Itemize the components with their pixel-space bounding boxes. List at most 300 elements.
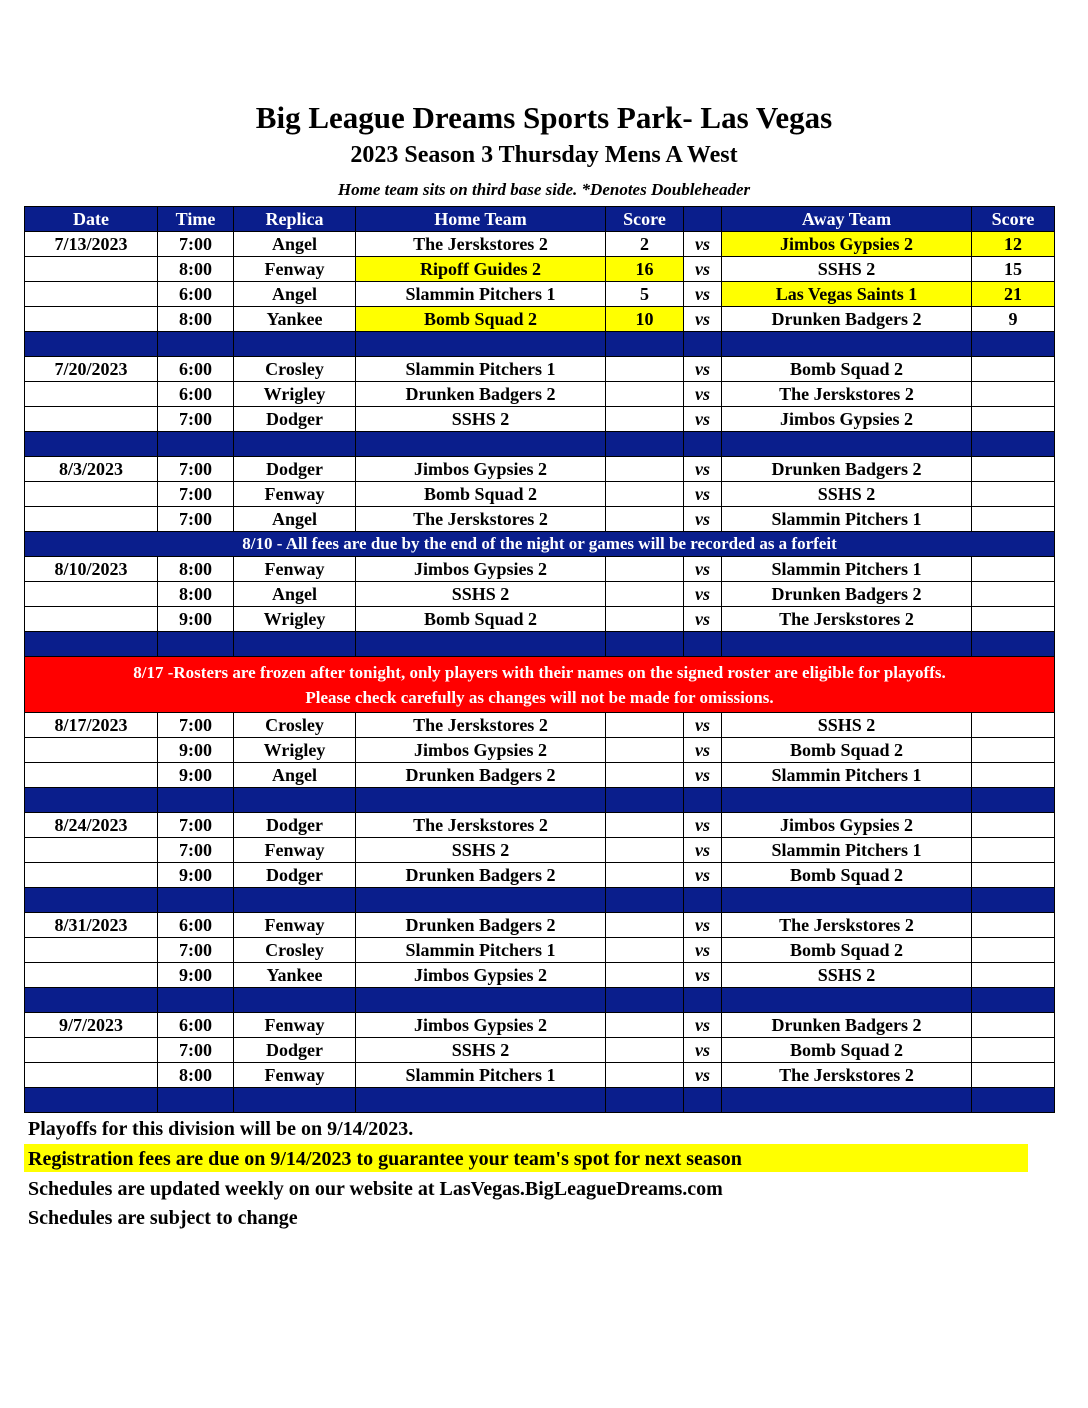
game-time: 8:00 [158, 557, 234, 582]
away-score [972, 938, 1055, 963]
home-team: The Jerskstores 2 [356, 813, 606, 838]
home-score [606, 507, 684, 532]
divider-cell [684, 788, 722, 813]
divider-cell [234, 432, 356, 457]
divider-cell [25, 632, 158, 657]
game-time: 8:00 [158, 582, 234, 607]
section-divider-row [25, 332, 1055, 357]
divider-cell [158, 988, 234, 1013]
divider-cell [234, 632, 356, 657]
divider-cell [25, 888, 158, 913]
divider-cell [356, 988, 606, 1013]
home-score [606, 457, 684, 482]
field-replica: Crosley [234, 357, 356, 382]
away-team: Bomb Squad 2 [722, 738, 972, 763]
field-replica: Fenway [234, 838, 356, 863]
home-team: Drunken Badgers 2 [356, 913, 606, 938]
divider-cell [972, 432, 1055, 457]
away-team: Bomb Squad 2 [722, 1038, 972, 1063]
away-score [972, 557, 1055, 582]
home-team: Slammin Pitchers 1 [356, 938, 606, 963]
game-row [25, 607, 1055, 632]
game-date [25, 382, 158, 407]
vs-label: vs [684, 838, 722, 863]
divider-cell [606, 632, 684, 657]
vs-label: vs [684, 738, 722, 763]
home-score: 2 [606, 232, 684, 257]
vs-label: vs [684, 257, 722, 282]
away-score [972, 713, 1055, 738]
section-divider-row [25, 632, 1055, 657]
table-header-row [25, 207, 1055, 232]
game-row [25, 257, 1055, 282]
game-row [25, 1013, 1055, 1038]
divider-cell [25, 788, 158, 813]
divider-cell [356, 788, 606, 813]
game-time: 7:00 [158, 713, 234, 738]
game-time: 6:00 [158, 382, 234, 407]
divider-cell [684, 1088, 722, 1113]
divider-cell [356, 432, 606, 457]
divider-cell [158, 1088, 234, 1113]
divider-cell [972, 788, 1055, 813]
home-score: 5 [606, 282, 684, 307]
divider-cell [158, 788, 234, 813]
game-date: 9/7/2023 [25, 1013, 158, 1038]
game-date [25, 282, 158, 307]
col-header-away-score: Score [972, 207, 1055, 232]
vs-label: vs [684, 763, 722, 788]
away-score [972, 913, 1055, 938]
vs-label: vs [684, 282, 722, 307]
field-replica: Wrigley [234, 738, 356, 763]
home-score [606, 738, 684, 763]
fees-notice-row [25, 532, 1055, 557]
field-replica: Wrigley [234, 607, 356, 632]
vs-label: vs [684, 813, 722, 838]
away-score [972, 838, 1055, 863]
game-date: 8/31/2023 [25, 913, 158, 938]
vs-label: vs [684, 357, 722, 382]
playoffs-note: Playoffs for this division will be on 9/14/2023. [28, 1118, 414, 1140]
away-score: 9 [972, 307, 1055, 332]
game-row [25, 507, 1055, 532]
divider-cell [684, 988, 722, 1013]
vs-label: vs [684, 557, 722, 582]
vs-label: vs [684, 1013, 722, 1038]
away-team: Slammin Pitchers 1 [722, 507, 972, 532]
home-team: Drunken Badgers 2 [356, 382, 606, 407]
away-score [972, 763, 1055, 788]
game-date [25, 1063, 158, 1088]
game-date [25, 507, 158, 532]
divider-cell [158, 332, 234, 357]
game-row [25, 382, 1055, 407]
col-header-home-score: Score [606, 207, 684, 232]
col-header-date: Date [25, 207, 158, 232]
away-team: The Jerskstores 2 [722, 382, 972, 407]
away-team: SSHS 2 [722, 482, 972, 507]
home-score: 10 [606, 307, 684, 332]
field-replica: Dodger [234, 457, 356, 482]
game-time: 7:00 [158, 838, 234, 863]
page-title: Big League Dreams Sports Park- Las Vegas [255, 100, 833, 135]
away-score [972, 863, 1055, 888]
game-row [25, 838, 1055, 863]
divider-cell [606, 332, 684, 357]
home-team: Slammin Pitchers 1 [356, 357, 606, 382]
game-time: 7:00 [158, 407, 234, 432]
game-row [25, 482, 1055, 507]
field-replica: Fenway [234, 557, 356, 582]
game-date [25, 738, 158, 763]
field-replica: Dodger [234, 1038, 356, 1063]
game-time: 7:00 [158, 507, 234, 532]
vs-label: vs [684, 582, 722, 607]
game-row [25, 963, 1055, 988]
divider-cell [684, 432, 722, 457]
divider-cell [606, 988, 684, 1013]
field-replica: Yankee [234, 307, 356, 332]
home-team: Jimbos Gypsies 2 [356, 557, 606, 582]
home-score [606, 407, 684, 432]
field-replica: Dodger [234, 813, 356, 838]
away-score: 15 [972, 257, 1055, 282]
vs-label: vs [684, 607, 722, 632]
away-team: The Jerskstores 2 [722, 607, 972, 632]
divider-cell [684, 888, 722, 913]
game-row [25, 357, 1055, 382]
game-row [25, 582, 1055, 607]
away-team: Jimbos Gypsies 2 [722, 232, 972, 257]
away-team: Drunken Badgers 2 [722, 1013, 972, 1038]
roster-alert [25, 657, 1055, 713]
home-team: Slammin Pitchers 1 [356, 282, 606, 307]
field-replica: Angel [234, 282, 356, 307]
home-score [606, 607, 684, 632]
away-team: Jimbos Gypsies 2 [722, 407, 972, 432]
home-team: Slammin Pitchers 1 [356, 1063, 606, 1088]
game-row [25, 557, 1055, 582]
game-row [25, 457, 1055, 482]
section-divider-row [25, 888, 1055, 913]
away-score [972, 963, 1055, 988]
divider-cell [356, 632, 606, 657]
field-replica: Angel [234, 507, 356, 532]
home-score [606, 963, 684, 988]
divider-cell [722, 332, 972, 357]
game-date [25, 938, 158, 963]
home-score [606, 838, 684, 863]
away-team: Slammin Pitchers 1 [722, 838, 972, 863]
away-team: SSHS 2 [722, 963, 972, 988]
home-team: Ripoff Guides 2 [356, 257, 606, 282]
divider-cell [606, 432, 684, 457]
divider-cell [972, 632, 1055, 657]
home-score [606, 357, 684, 382]
home-score [606, 382, 684, 407]
field-replica: Fenway [234, 1013, 356, 1038]
game-row [25, 938, 1055, 963]
vs-label: vs [684, 482, 722, 507]
divider-cell [25, 332, 158, 357]
away-score [972, 482, 1055, 507]
game-date: 8/10/2023 [25, 557, 158, 582]
away-score [972, 813, 1055, 838]
vs-label: vs [684, 457, 722, 482]
away-score [972, 1013, 1055, 1038]
game-time: 7:00 [158, 482, 234, 507]
divider-cell [722, 988, 972, 1013]
divider-cell [234, 888, 356, 913]
game-time: 8:00 [158, 307, 234, 332]
field-replica: Angel [234, 582, 356, 607]
divider-cell [722, 632, 972, 657]
game-date [25, 963, 158, 988]
vs-label: vs [684, 1063, 722, 1088]
game-time: 9:00 [158, 763, 234, 788]
away-team: The Jerskstores 2 [722, 913, 972, 938]
divider-cell [158, 888, 234, 913]
game-time: 8:00 [158, 257, 234, 282]
field-replica: Dodger [234, 407, 356, 432]
field-replica: Angel [234, 763, 356, 788]
home-score [606, 582, 684, 607]
away-team: SSHS 2 [722, 257, 972, 282]
away-team: Bomb Squad 2 [722, 938, 972, 963]
col-header-vs [684, 207, 722, 232]
col-header-time: Time [158, 207, 234, 232]
away-team: Bomb Squad 2 [722, 863, 972, 888]
game-date [25, 407, 158, 432]
field-replica: Angel [234, 232, 356, 257]
home-score [606, 482, 684, 507]
game-row [25, 232, 1055, 257]
divider-cell [972, 332, 1055, 357]
game-time: 6:00 [158, 913, 234, 938]
divider-cell [606, 1088, 684, 1113]
game-time: 6:00 [158, 282, 234, 307]
vs-label: vs [684, 863, 722, 888]
home-team: The Jerskstores 2 [356, 507, 606, 532]
divider-cell [158, 632, 234, 657]
away-score [972, 382, 1055, 407]
game-date [25, 307, 158, 332]
divider-cell [356, 1088, 606, 1113]
game-date [25, 582, 158, 607]
away-team: Jimbos Gypsies 2 [722, 813, 972, 838]
subject-to-change-note: Schedules are subject to change [28, 1207, 298, 1229]
game-row [25, 407, 1055, 432]
home-team: Bomb Squad 2 [356, 482, 606, 507]
field-replica: Fenway [234, 482, 356, 507]
home-score [606, 863, 684, 888]
home-score [606, 1063, 684, 1088]
game-date [25, 763, 158, 788]
home-team: SSHS 2 [356, 582, 606, 607]
registration-note: Registration fees are due on 9/14/2023 to guarantee your team's spot for next season [24, 1144, 1028, 1172]
divider-cell [158, 432, 234, 457]
game-date [25, 1038, 158, 1063]
divider-cell [356, 888, 606, 913]
game-time: 9:00 [158, 607, 234, 632]
away-score: 21 [972, 282, 1055, 307]
divider-cell [606, 788, 684, 813]
section-divider-row [25, 1088, 1055, 1113]
website-note: Schedules are updated weekly on our website at LasVegas.BigLeagueDreams.com [28, 1178, 723, 1200]
divider-cell [722, 432, 972, 457]
section-divider-row [25, 988, 1055, 1013]
home-score [606, 813, 684, 838]
home-score [606, 1038, 684, 1063]
vs-label: vs [684, 713, 722, 738]
game-time: 6:00 [158, 1013, 234, 1038]
game-row [25, 282, 1055, 307]
vs-label: vs [684, 232, 722, 257]
away-team: Bomb Squad 2 [722, 357, 972, 382]
game-date: 8/24/2023 [25, 813, 158, 838]
divider-cell [972, 888, 1055, 913]
game-date [25, 607, 158, 632]
home-team: Bomb Squad 2 [356, 607, 606, 632]
game-date [25, 482, 158, 507]
game-time: 8:00 [158, 1063, 234, 1088]
game-row [25, 713, 1055, 738]
field-replica: Crosley [234, 938, 356, 963]
game-date [25, 863, 158, 888]
divider-cell [606, 888, 684, 913]
schedule-note: Home team sits on third base side. *Denotes Doubleheader [337, 180, 751, 199]
game-date [25, 257, 158, 282]
away-team: Drunken Badgers 2 [722, 307, 972, 332]
game-time: 9:00 [158, 963, 234, 988]
away-score [972, 582, 1055, 607]
home-score [606, 557, 684, 582]
divider-cell [972, 1088, 1055, 1113]
game-time: 7:00 [158, 457, 234, 482]
divider-cell [972, 988, 1055, 1013]
game-row [25, 863, 1055, 888]
divider-cell [234, 788, 356, 813]
roster-alert-line1: 8/17 -Rosters are frozen after tonight, only players with their names on the signed roster are eligible for playoffs. [133, 662, 946, 682]
away-team: Slammin Pitchers 1 [722, 557, 972, 582]
field-replica: Fenway [234, 1063, 356, 1088]
away-team: Slammin Pitchers 1 [722, 763, 972, 788]
game-row [25, 813, 1055, 838]
game-time: 9:00 [158, 738, 234, 763]
home-team: SSHS 2 [356, 1038, 606, 1063]
home-team: Jimbos Gypsies 2 [356, 738, 606, 763]
home-team: Jimbos Gypsies 2 [356, 1013, 606, 1038]
fees-notice: 8/10 - All fees are due by the end of the night or games will be recorded as a forfeit [25, 532, 1055, 557]
game-date: 7/13/2023 [25, 232, 158, 257]
vs-label: vs [684, 913, 722, 938]
schedule-table [24, 206, 1055, 1113]
away-score [972, 407, 1055, 432]
game-date: 7/20/2023 [25, 357, 158, 382]
field-replica: Crosley [234, 713, 356, 738]
divider-cell [234, 1088, 356, 1113]
divider-cell [25, 1088, 158, 1113]
divider-cell [234, 332, 356, 357]
field-replica: Yankee [234, 963, 356, 988]
away-team: SSHS 2 [722, 713, 972, 738]
home-team: Jimbos Gypsies 2 [356, 457, 606, 482]
away-score: 12 [972, 232, 1055, 257]
home-score [606, 763, 684, 788]
home-score: 16 [606, 257, 684, 282]
game-time: 7:00 [158, 1038, 234, 1063]
vs-label: vs [684, 938, 722, 963]
game-row [25, 763, 1055, 788]
game-row [25, 913, 1055, 938]
home-score [606, 938, 684, 963]
col-header-away-team: Away Team [722, 207, 972, 232]
home-team: Drunken Badgers 2 [356, 863, 606, 888]
vs-label: vs [684, 1038, 722, 1063]
home-score [606, 713, 684, 738]
section-divider-row [25, 788, 1055, 813]
field-replica: Dodger [234, 863, 356, 888]
schedule-body [25, 232, 1055, 1113]
divider-cell [234, 988, 356, 1013]
home-team: SSHS 2 [356, 407, 606, 432]
away-score [972, 357, 1055, 382]
divider-cell [25, 432, 158, 457]
game-row [25, 1063, 1055, 1088]
game-time: 7:00 [158, 232, 234, 257]
home-team: The Jerskstores 2 [356, 713, 606, 738]
home-team: Bomb Squad 2 [356, 307, 606, 332]
field-replica: Fenway [234, 913, 356, 938]
away-score [972, 507, 1055, 532]
page-subtitle: 2023 Season 3 Thursday Mens A West [350, 142, 738, 168]
roster-alert-row [25, 657, 1055, 713]
game-date [25, 838, 158, 863]
game-row [25, 738, 1055, 763]
divider-cell [722, 888, 972, 913]
vs-label: vs [684, 307, 722, 332]
away-team: Las Vegas Saints 1 [722, 282, 972, 307]
away-score [972, 457, 1055, 482]
col-header-replica: Replica [234, 207, 356, 232]
game-time: 6:00 [158, 357, 234, 382]
game-date: 8/17/2023 [25, 713, 158, 738]
game-date: 8/3/2023 [25, 457, 158, 482]
vs-label: vs [684, 407, 722, 432]
vs-label: vs [684, 382, 722, 407]
roster-alert-line2: Please check carefully as changes will not be made for omissions. [305, 687, 774, 707]
away-score [972, 1063, 1055, 1088]
vs-label: vs [684, 507, 722, 532]
field-replica: Fenway [234, 257, 356, 282]
home-score [606, 1013, 684, 1038]
section-divider-row [25, 432, 1055, 457]
col-header-home-team: Home Team [356, 207, 606, 232]
away-score [972, 1038, 1055, 1063]
away-team: Drunken Badgers 2 [722, 582, 972, 607]
away-score [972, 607, 1055, 632]
divider-cell [25, 988, 158, 1013]
away-team: The Jerskstores 2 [722, 1063, 972, 1088]
vs-label: vs [684, 963, 722, 988]
game-row [25, 1038, 1055, 1063]
divider-cell [684, 632, 722, 657]
game-time: 7:00 [158, 813, 234, 838]
away-score [972, 738, 1055, 763]
home-team: Jimbos Gypsies 2 [356, 963, 606, 988]
home-score [606, 913, 684, 938]
